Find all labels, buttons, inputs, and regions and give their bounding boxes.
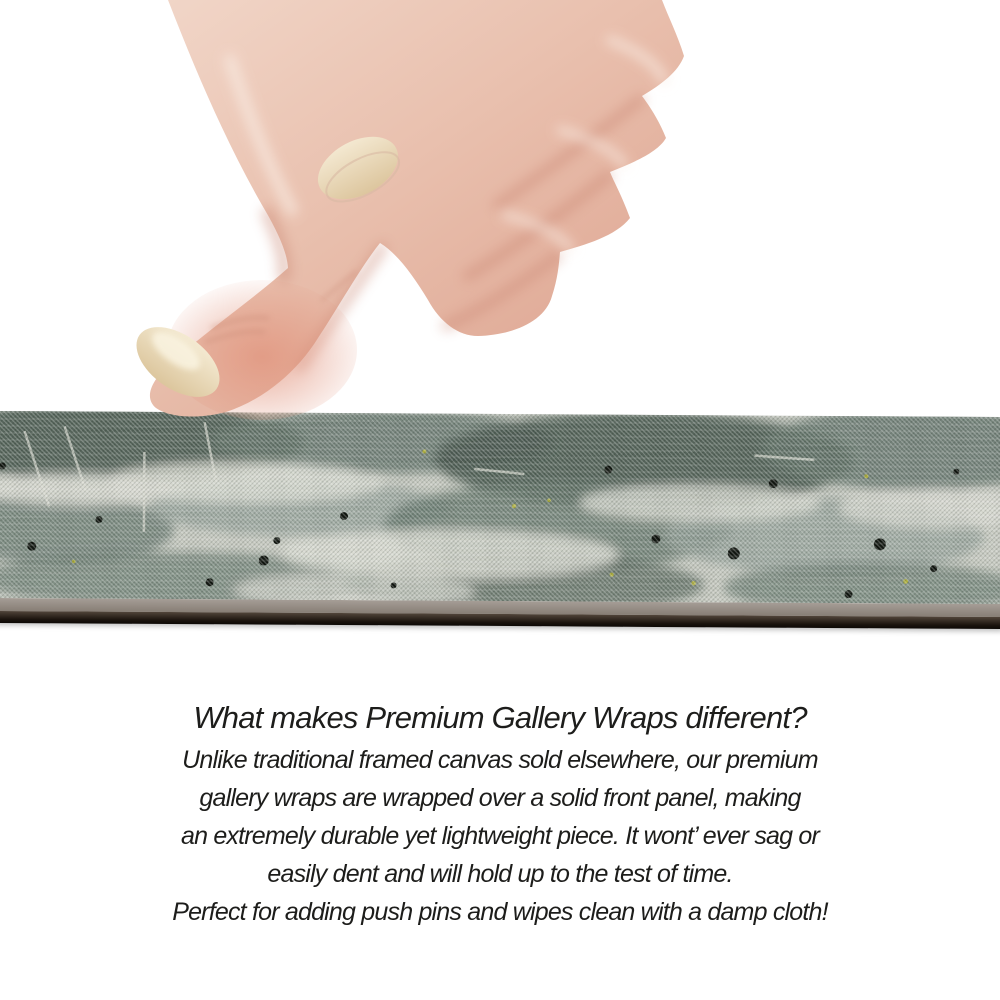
caption: [0, 699, 1000, 931]
speck: [769, 479, 778, 488]
speck: [27, 542, 36, 551]
speck: [845, 590, 853, 598]
speck: [728, 547, 740, 559]
hand-thumbs-down-photo: [0, 0, 1000, 440]
yellow-fleck: [512, 504, 516, 508]
caption-line-3: an extremely durable yet lightweight piece. It wont’ ever sag or: [180, 822, 820, 850]
speck: [273, 537, 280, 544]
speck: [953, 469, 959, 475]
speck: [604, 466, 612, 474]
yellow-fleck: [610, 573, 614, 577]
speck: [340, 512, 348, 520]
caption-heading: What makes Premium Gallery Wraps different?: [193, 700, 807, 735]
caption-line-1: Unlike traditional framed canvas sold elsewhere, our premium: [182, 746, 818, 774]
yellow-fleck: [422, 450, 426, 454]
yellow-fleck: [547, 498, 551, 502]
caption-line-4: easily dent and will hold up to the test of time.: [267, 860, 733, 888]
yellow-fleck: [864, 474, 868, 478]
yellow-fleck: [903, 579, 908, 584]
canvas-wrap-edge: [0, 411, 1000, 629]
speck: [95, 516, 102, 523]
speck: [206, 578, 214, 586]
speck: [874, 538, 886, 550]
speck: [391, 582, 397, 588]
yellow-fleck: [691, 581, 695, 585]
caption-line-5: Perfect for adding push pins and wipes clean with a damp cloth!: [172, 898, 828, 926]
yellow-fleck: [72, 560, 76, 564]
speck: [651, 534, 660, 543]
speck: [259, 556, 269, 566]
speck: [930, 565, 937, 572]
caption-line-2: gallery wraps are wrapped over a solid front panel, making: [199, 784, 801, 812]
